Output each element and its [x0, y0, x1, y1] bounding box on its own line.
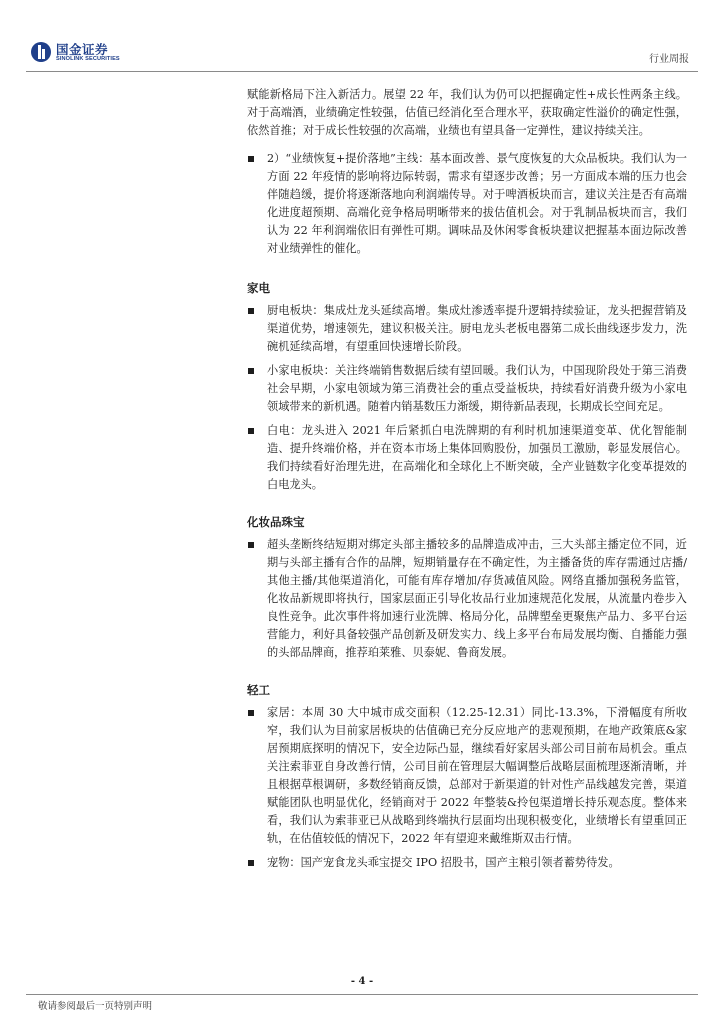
bullet-text: 家居：本周 30 大中城市成交面积（12.25-12.31）同比-13.3%，下滑幅度有所收窄，我们认为目前家居板块的估值确已充分反应地产的悲观预期，在地产政策底&家居预期底探明的情况下，安全边际凸显，继续看好家居头部公司目前布局机会。重点关注索菲亚自身改善行情，公司目前在管理层大幅调整后战略层面梳理逐渐清晰，并且根据草根调研，多数经销商反馈，总部对于新渠道的针对性产品线越发完善，渠道赋能团队也明显优化，经销商对于 2022 年整装&拎包渠道增长持乐观态度。整体来看，我们认为索菲亚已从战略到终端执行层面均出现积极变化，业绩增长有望重回正轨，在估值较低的情况下，2022 年有望迎来戴维斯双击行情。	[267, 706, 687, 845]
list-item	[247, 854, 687, 872]
bullet-icon	[248, 860, 254, 866]
section-title: 轻工	[247, 683, 270, 697]
bullet-icon	[248, 710, 254, 716]
bullet-text: 宠物：国产宠食龙头乖宝提交 IPO 招股书，国产主粮引领者蓄势待发。	[267, 856, 620, 869]
bullet-text: 白电：龙头进入 2021 年后紧抓白电洗牌期的有利时机加速渠道变革、优化智能制造、提升终端价格，并在资本市场上集体回购股份，加强员工激励，彰显发展信心。我们持续看好治理先进，在高端化和全球化上不断突破，全产业链数字化变革提效的白电龙头。	[267, 424, 687, 491]
header-divider	[26, 71, 698, 72]
list-item	[247, 536, 687, 662]
disclaimer-note: 敬请参阅最后一页特别声明	[38, 1001, 153, 1012]
section-home-appliances	[247, 280, 687, 494]
list-item	[247, 302, 687, 356]
bullet-text: 厨电板块：集成灶龙头延续高增。集成灶渗透率提升逻辑持续验证，龙头把握营销及渠道优势，增速领先，建议积极关注。厨电龙头老板电器第二成长曲线逐步发力，洗碗机延续高增，有望重回快速增长阶段。	[267, 304, 687, 353]
bullet-icon	[248, 428, 254, 434]
logo-text-en: SINOLINK SECURITIES	[56, 56, 120, 62]
sinolink-logo-icon	[30, 41, 52, 63]
list-item	[247, 704, 687, 848]
bullet-text: 小家电板块：关注终端销售数据后续有望回暖。我们认为，中国现阶段处于第三消费社会早期，小家电领域为第三消费社会的重点受益板块，持续看好消费升级为小家电领域带来的新机遇。随着内销基数压力渐缓，期待新品表现，长期成长空间充足。	[267, 364, 687, 413]
logo-text-cn: 国金证券	[56, 42, 109, 57]
bullet-icon	[248, 368, 254, 374]
intro-paragraph: 赋能新格局下注入新活力。展望 22 年，我们认为仍可以把握确定性+成长性两条主线。对于高端酒，业绩确定性较强，估值已经消化至合理水平，获取确定性溢价的确定性强，依然首推；对于成长性较强的次高端，业绩也有望具备一定弹性，建议持续关注。	[247, 88, 687, 137]
company-logo	[30, 41, 130, 67]
bullet-icon	[248, 156, 254, 162]
footer-divider	[26, 994, 698, 995]
list-item	[247, 422, 687, 494]
page-number: - 4 -	[350, 976, 374, 987]
bullet-icon	[248, 308, 254, 314]
section-cosmetics-jewelry	[247, 514, 687, 662]
bullet-text: 超头垄断终结短期对绑定头部主播较多的品牌造成冲击，三大头部主播定位不同，近期与头部主播有合作的品牌，短期销量存在不确定性，为主播备货的库存需通过店播/其他主播/其他渠道消化，可能有库存增加/存货减值风险。网络直播加强税务监管，化妆品新规即将执行，国家层面正引导化妆品行业加速规范化发展，从流量内卷步入良性竞争。此次事件将加速行业洗牌、格局分化，品牌塑垒更聚焦产品力、多平台运营能力，利好具备较强产品创新及研发实力、线上多平台布局发展均衡、自播能力强的头部品牌商，推荐珀莱雅、贝泰妮、鲁商发展。	[267, 538, 687, 659]
section-title: 化妆品珠宝	[247, 515, 305, 529]
list-item	[247, 362, 687, 416]
bullet-icon	[248, 542, 254, 548]
list-item	[247, 150, 687, 258]
section-light-industry	[247, 682, 687, 872]
bullet-text: 2）“业绩恢复+提价落地”主线：基本面改善、景气度恢复的大众品板块。我们认为一方面 22 年疫情的影响将边际转弱，需求有望逐步改善；另一方面成本端的压力也会伴随趋缓，提价将逐渐落地向利润端传导。对于啤酒板块而言，建议关注是否有高端化进度超预期、高端化竞争格局明晰带来的拔估值机会。对于乳制品板块而言，我们认为 22 年利润端依旧有弹性可期。调味品及休闲零食板块建议把握基本面边际改善对业绩弹性的催化。	[267, 152, 687, 255]
report-type-label: 行业周报	[649, 54, 689, 65]
section-title: 家电	[247, 281, 270, 295]
report-body	[247, 86, 687, 872]
